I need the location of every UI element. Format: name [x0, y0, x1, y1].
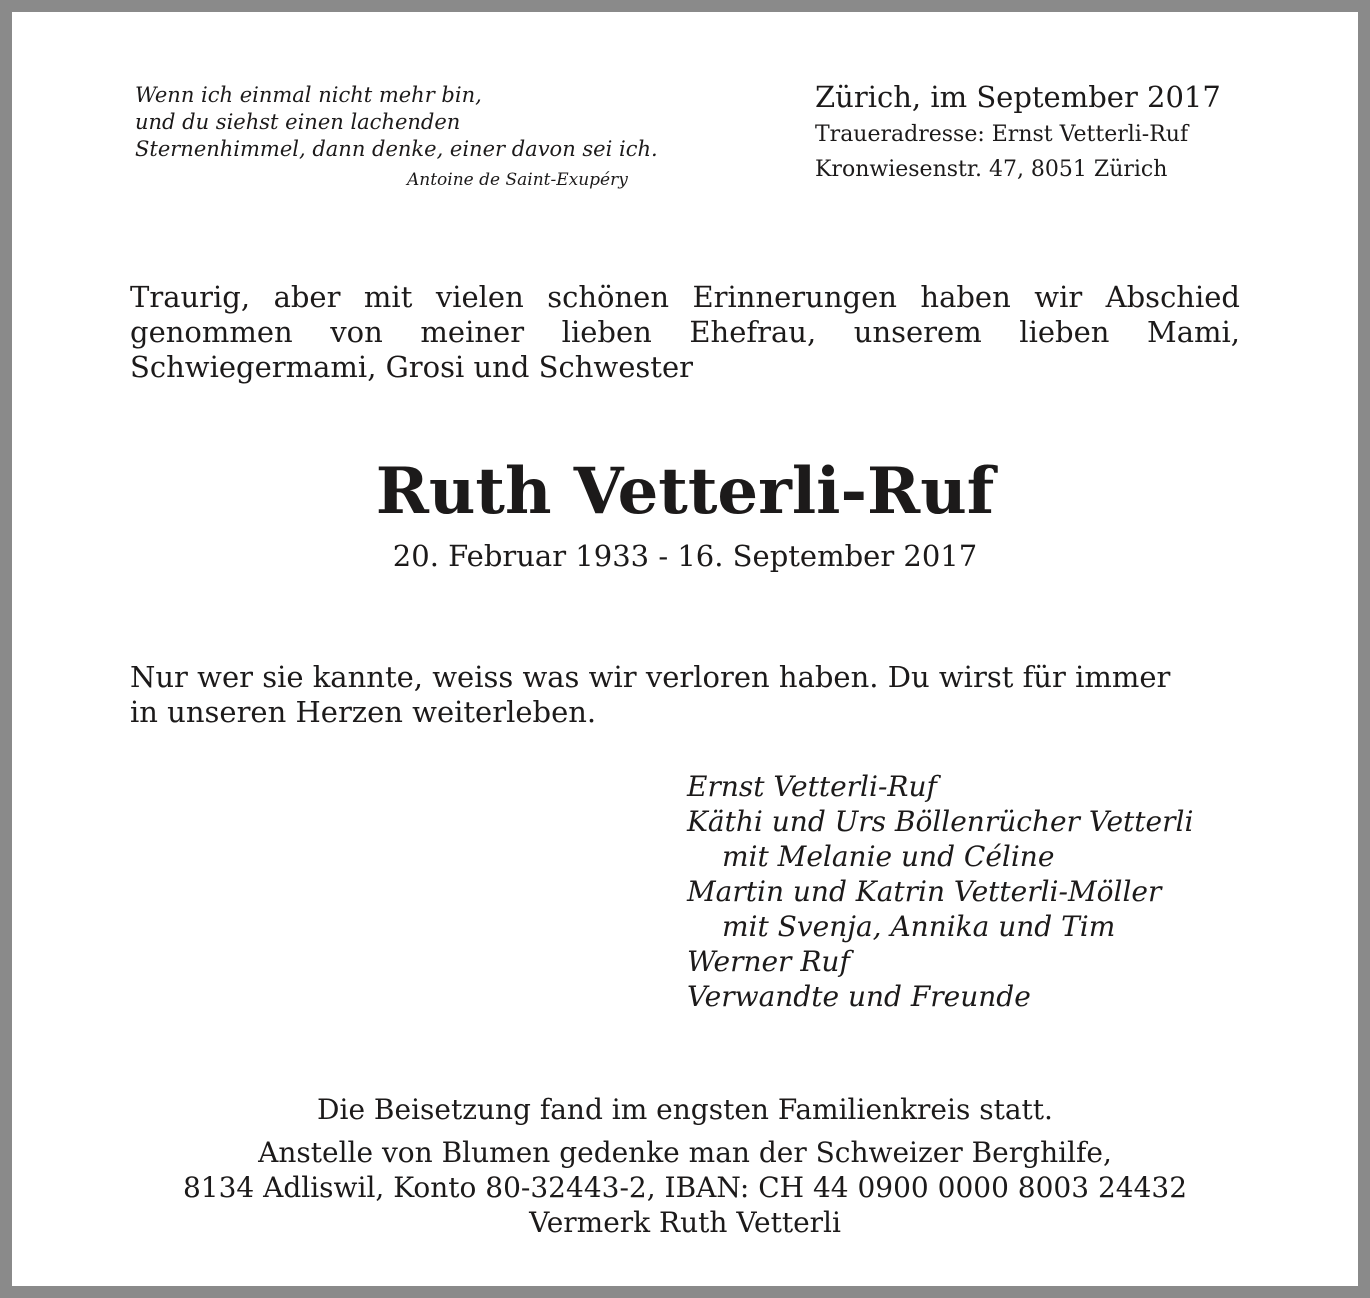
intro-paragraph	[130, 280, 1240, 385]
intro-line: Traurig, aber mit vielen schönen Erinnerungen haben wir Abschied	[130, 280, 1240, 314]
memorial-message	[130, 660, 1240, 730]
quote-author: Antoine de Saint-Exupéry	[407, 170, 628, 190]
message-line: in unseren Herzen weiterleben.	[130, 695, 597, 729]
obituary-page	[12, 12, 1358, 1286]
mourner: Werner Ruf	[687, 945, 850, 978]
mourner: Martin und Katrin Vetterli-Möller	[687, 875, 1162, 908]
quote-line: und du siehst einen lachenden	[135, 110, 461, 134]
deceased-name: Ruth Vetterli-Ruf	[375, 454, 995, 529]
quote-line: Sternenhimmel, dann denke, einer davon sei ich.	[135, 137, 658, 161]
mourning-street: Kronwiesenstr. 47, 8051 Zürich	[815, 157, 1168, 182]
intro-line: Schwiegermami, Grosi und Schwester	[130, 350, 693, 384]
quote-line: Wenn ich einmal nicht mehr bin,	[135, 83, 482, 107]
mourners-list	[687, 769, 1287, 1014]
donation-reference: Vermerk Ruth Vetterli	[529, 1206, 841, 1239]
donation-line: Anstelle von Blumen gedenke man der Schweizer Berghilfe,	[258, 1136, 1112, 1169]
footer-notice	[12, 1092, 1358, 1240]
mourner: Ernst Vetterli-Ruf	[687, 770, 937, 803]
mourner: Verwandte und Freunde	[687, 980, 1031, 1013]
life-dates: 20. Februar 1933 - 16. September 2017	[392, 539, 978, 573]
place-date: Zürich, im September 2017	[815, 80, 1221, 114]
mourning-address: Traueradresse: Ernst Vetterli-Ruf	[815, 122, 1189, 147]
message-line: Nur wer sie kannte, weiss was wir verloren haben. Du wirst für immer	[130, 660, 1171, 694]
mourner: Käthi und Urs Böllenrücher Vetterli	[687, 805, 1194, 838]
mourner: mit Melanie und Céline	[722, 840, 1055, 873]
burial-notice: Die Beisetzung fand im engsten Familienkreis statt.	[317, 1093, 1053, 1126]
epigraph-quote	[135, 82, 735, 194]
intro-line: genommen von meiner lieben Ehefrau, unserem lieben Mami,	[130, 315, 1240, 349]
donation-account: 8134 Adliswil, Konto 80-32443-2, IBAN: CH 44 0900 0000 8003 24432	[182, 1171, 1188, 1204]
header-info	[815, 77, 1255, 187]
mourner: mit Svenja, Annika und Tim	[722, 910, 1116, 943]
